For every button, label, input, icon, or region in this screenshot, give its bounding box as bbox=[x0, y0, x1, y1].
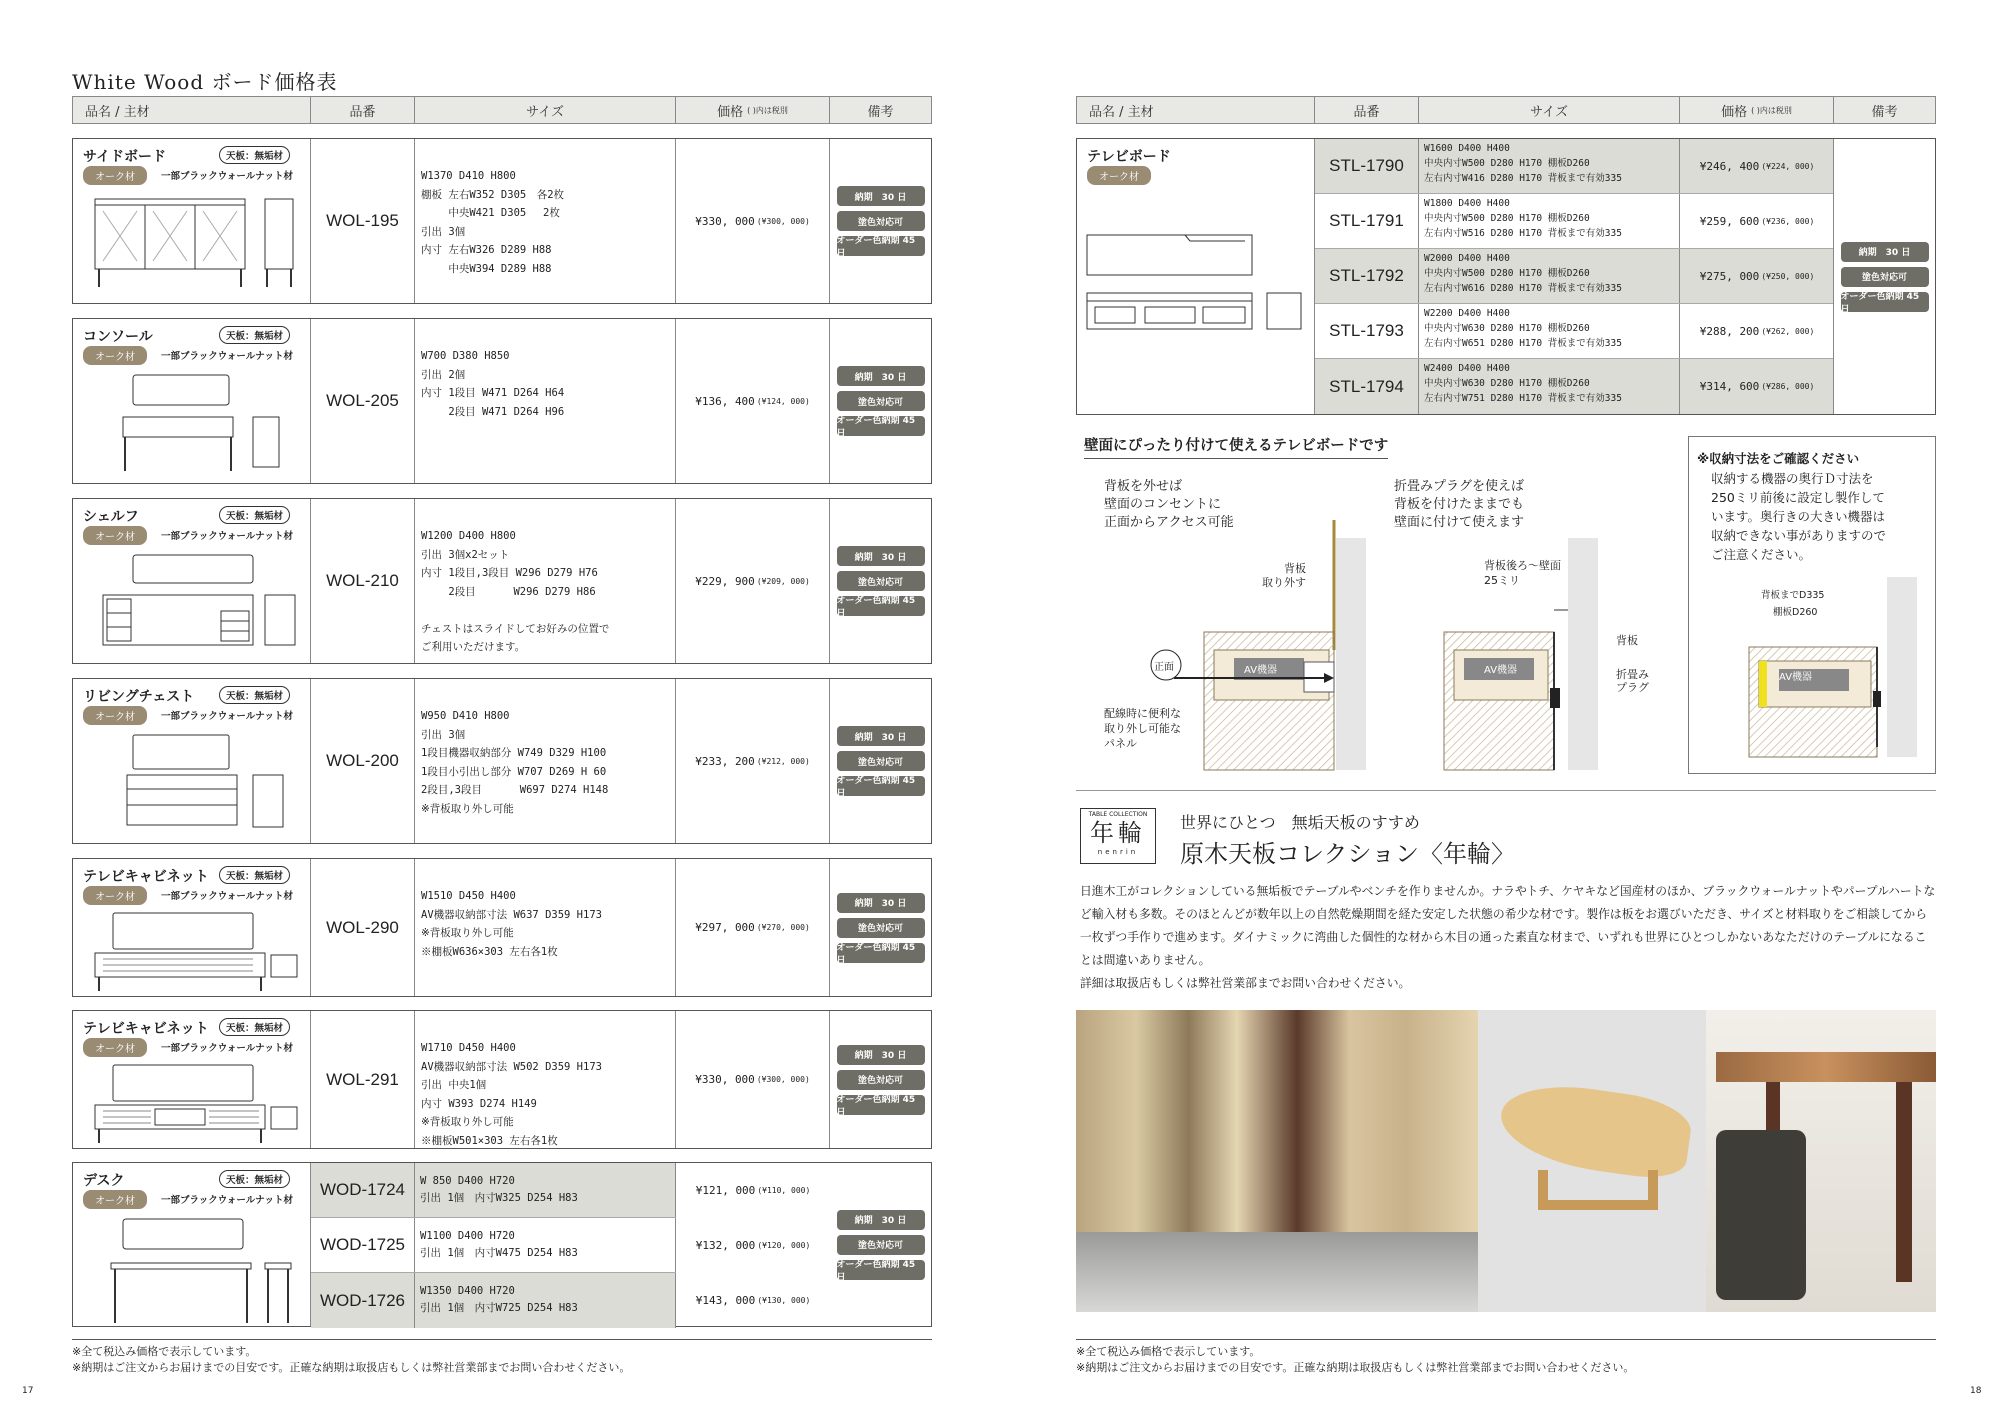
price: ¥121, 000 bbox=[695, 1183, 756, 1197]
name-cell bbox=[73, 1163, 311, 1326]
price-cell bbox=[676, 859, 830, 996]
price: ¥275, 000 bbox=[1699, 269, 1760, 283]
footnote-1: ※全て税込み価格で表示しています。 bbox=[1076, 1345, 1261, 1358]
name-cell bbox=[73, 859, 311, 996]
price-cell bbox=[676, 679, 830, 843]
table-row bbox=[72, 1010, 932, 1149]
storage-diagram bbox=[1709, 447, 1929, 767]
paint-badge: 塗色対応可 bbox=[837, 211, 925, 231]
sub-row bbox=[1315, 194, 1833, 249]
product-code: STL-1793 bbox=[1315, 304, 1419, 358]
collection-title: 原木天板コレクション〈年輪〉 bbox=[1180, 840, 1516, 868]
size-spec: W1600 D400 H400 中央内寸W500 D280 H170 棚板D260 左右内寸W416 D280 H170 背板まで有効335 bbox=[1419, 139, 1680, 193]
label-av-2: AV機器 bbox=[1484, 665, 1518, 676]
sub-row bbox=[311, 1218, 811, 1273]
product-code: WOL-291 bbox=[311, 1011, 415, 1148]
price-ex-tax: (¥250, 000) bbox=[1761, 271, 1815, 281]
tenban-badge: 天板：無垢材 bbox=[219, 686, 290, 704]
name-cell bbox=[73, 319, 311, 483]
name-cell bbox=[73, 499, 311, 663]
photo-dining-table bbox=[1706, 1010, 1936, 1312]
oak-badge: オーク材 bbox=[83, 886, 147, 905]
walnut-label: 一部ブラックウォールナット材 bbox=[161, 351, 294, 362]
label-d335: 背板までD335 bbox=[1761, 590, 1825, 601]
delivery-badge: 納期 30 日 bbox=[837, 893, 925, 913]
table-row bbox=[72, 318, 932, 484]
product-code: STL-1792 bbox=[1315, 249, 1419, 303]
tenban-badge: 天板：無垢材 bbox=[219, 146, 290, 164]
order-color-badge: オーダー色納期 45 日 bbox=[837, 776, 925, 796]
price-cell bbox=[676, 139, 830, 303]
name-cell bbox=[73, 679, 311, 843]
label-plug: 折畳み プラグ bbox=[1616, 668, 1649, 694]
logo-sub: nenrin bbox=[1097, 848, 1139, 856]
size-spec: W 850 D400 H720 引出 1個 内寸W325 D254 H83 bbox=[415, 1163, 676, 1217]
product-code: WOL-205 bbox=[311, 319, 415, 483]
price-cell bbox=[676, 319, 830, 483]
size-spec: W1510 D450 H400 AV機器収納部寸法 W637 D359 H173 ※背板取り外し可能 ※棚板W636×303 左右各1枚 bbox=[415, 859, 676, 996]
price: ¥297, 000 bbox=[695, 921, 755, 934]
sub-row bbox=[1315, 304, 1833, 359]
product-name: リビングチェスト bbox=[83, 689, 195, 705]
name-cell bbox=[73, 1011, 311, 1148]
label-gap: 背板後ろ～壁面 25ミリ bbox=[1484, 559, 1561, 587]
sub-row bbox=[311, 1163, 811, 1218]
desk-sub-rows bbox=[311, 1163, 811, 1326]
price-ex-tax: (¥120, 000) bbox=[757, 1240, 811, 1250]
order-color-badge: オーダー色納期 45 日 bbox=[837, 1260, 925, 1280]
footnotes-right bbox=[1076, 1344, 1634, 1376]
table-row bbox=[72, 138, 932, 304]
price-ex-tax: (¥110, 000) bbox=[757, 1185, 811, 1195]
divider-right bbox=[1076, 1339, 1936, 1340]
storage-note-title: ※収納寸法をご確認ください bbox=[1697, 451, 1860, 466]
price-ex-tax: (¥124, 000) bbox=[756, 396, 810, 406]
order-color-badge: オーダー色納期 45 日 bbox=[837, 943, 925, 963]
delivery-badge: 納期 30 日 bbox=[837, 186, 925, 206]
col-remarks-header: 備考 bbox=[867, 104, 894, 120]
walnut-label: 一部ブラックウォールナット材 bbox=[161, 171, 294, 182]
storage-note-text: 収納する機器の奥行Ｄ寸法を 250ミリ前後に設定し製作して います。奥行きの大きい機器は 収納できない事がありますので ご注意ください。 bbox=[1711, 471, 1887, 562]
walnut-label: 一部ブラックウォールナット材 bbox=[161, 1195, 294, 1206]
size-spec: W2400 D400 H400 中央内寸W630 D280 H170 棚板D260 左右内寸W751 D280 H170 背板まで有効335 bbox=[1419, 359, 1680, 414]
price-cell bbox=[676, 1163, 830, 1217]
col-code-header: 品番 bbox=[311, 97, 415, 123]
table-row bbox=[72, 858, 932, 997]
diagram-heading: 壁面にぴったり付けて使えるテレビボードです bbox=[1084, 434, 1388, 459]
paint-badge: 塗色対応可 bbox=[837, 571, 925, 591]
remarks-cell bbox=[1834, 139, 1935, 414]
paint-badge: 塗色対応可 bbox=[837, 918, 925, 938]
price-ex-tax: (¥300, 000) bbox=[756, 1075, 810, 1084]
product-name: サイドボード bbox=[83, 149, 167, 165]
oak-badge: オーク材 bbox=[83, 346, 147, 365]
sub-row bbox=[1315, 139, 1833, 194]
page-title: White Wood ボード価格表 bbox=[72, 70, 338, 94]
price: ¥314, 600 bbox=[1699, 380, 1760, 393]
paint-badge: 塗色対応可 bbox=[837, 1070, 925, 1090]
price-ex-tax: (¥212, 000) bbox=[756, 756, 810, 766]
product-name: デスク bbox=[83, 1173, 125, 1189]
photo-curved-table bbox=[1478, 1010, 1706, 1312]
walnut-label: 一部ブラックウォールナット材 bbox=[161, 1043, 294, 1054]
price-cell bbox=[676, 1218, 830, 1272]
price-cell bbox=[676, 499, 830, 663]
delivery-badge: 納期 30 日 bbox=[837, 1045, 925, 1065]
nenrin-logo bbox=[1080, 808, 1156, 864]
tenban-badge: 天板：無垢材 bbox=[219, 866, 290, 884]
oak-badge: オーク材 bbox=[83, 1038, 147, 1057]
paint-badge: 塗色対応可 bbox=[1841, 267, 1929, 287]
label-backboard: 背板 bbox=[1616, 634, 1638, 647]
product-name: シェルフ bbox=[83, 509, 139, 525]
size-spec: W2200 D400 H400 中央内寸W630 D280 H170 棚板D260 左右内寸W651 D280 H170 背板まで有効335 bbox=[1419, 304, 1680, 358]
tenban-badge: 天板：無垢材 bbox=[219, 1018, 290, 1036]
walnut-label: 一部ブラックウォールナット材 bbox=[161, 711, 294, 722]
remarks-cell bbox=[830, 859, 931, 996]
size-spec: W1350 D400 H720 引出 1個 内寸W725 D254 H83 bbox=[415, 1273, 676, 1328]
order-color-badge: オーダー色納期 45 日 bbox=[837, 1095, 925, 1115]
name-cell bbox=[1077, 139, 1315, 414]
product-illustration bbox=[93, 551, 303, 651]
product-code: WOL-210 bbox=[311, 499, 415, 663]
price-cell bbox=[676, 1011, 830, 1148]
delivery-badge: 納期 30 日 bbox=[837, 1210, 925, 1230]
order-color-badge: オーダー色納期 45 日 bbox=[837, 596, 925, 616]
product-illustration bbox=[93, 191, 303, 291]
price: ¥132, 000 bbox=[695, 1238, 756, 1252]
col-price-header bbox=[676, 97, 830, 123]
tenban-badge: 天板：無垢材 bbox=[219, 506, 290, 524]
size-spec: W950 D410 H800 引出 3個 1段目機器収納部分 W749 D329 H100 1段目小引出し部分 W707 D269 H 60 2段目,3段目 W697 D274 H148 ※背板取り外し可能 bbox=[415, 679, 676, 843]
price-ex-tax: (¥130, 000) bbox=[757, 1296, 811, 1305]
product-code: STL-1790 bbox=[1315, 139, 1419, 193]
walnut-label: 一部ブラックウォールナット材 bbox=[161, 891, 294, 902]
caption-2: 折畳みプラグを使えば 背板を付けたままでも 壁面に付けて使えます bbox=[1394, 479, 1525, 530]
logo-tag: TABLE COLLECTION bbox=[1088, 811, 1148, 818]
price: ¥246, 400 bbox=[1699, 159, 1760, 173]
oak-badge: オーク材 bbox=[1087, 166, 1151, 185]
tenban-badge: 天板：無垢材 bbox=[219, 326, 290, 344]
price: ¥330, 000 bbox=[695, 214, 755, 228]
price: ¥143, 000 bbox=[695, 1294, 756, 1307]
price: ¥330, 000 bbox=[695, 1073, 755, 1086]
tvboard-illustration bbox=[1085, 231, 1310, 341]
price-header-note: ( )内は税別 bbox=[747, 105, 788, 115]
remarks-cell bbox=[830, 319, 931, 483]
oak-badge: オーク材 bbox=[83, 706, 147, 725]
paint-badge: 塗色対応可 bbox=[837, 751, 925, 771]
product-name: テレビキャビネット bbox=[83, 869, 209, 885]
col-size-header: サイズ bbox=[1419, 97, 1680, 123]
size-spec: W1800 D400 H400 中央内寸W500 D280 H170 棚板D260 左右内寸W516 D280 H170 背板まで有効335 bbox=[1419, 194, 1680, 248]
price-cell bbox=[1680, 139, 1834, 193]
sub-row bbox=[1315, 249, 1833, 304]
tv-sub-rows bbox=[1315, 139, 1834, 414]
table-header-left bbox=[72, 96, 932, 124]
collection-body: 日進木工がコレクションしている無垢板でテーブルやベンチを作りませんか。ナラやトチ、ケヤキなど国産材のほか、ブラックウォールナットやパープルハートなど輸入材も多数。そのほとんどが数年以上の自然乾燥期間を経た安定した状態の希少な材です。製作は板をお選びいただき、サイズと材料取りをご相談してから一枚ずつ手作りで進めます。ダイナミックに湾曲した個性的な材から木目の通った素直な材まで、いずれも世界にひとつしかないあなただけのテーブルになることは間違いありません。 詳細は取扱店もしくは弊社営業部までお問い合わせください。 bbox=[1080, 884, 1936, 990]
order-color-badge: オーダー色納期 45 日 bbox=[837, 236, 925, 256]
product-illustration bbox=[93, 911, 303, 991]
table-row-desk bbox=[72, 1162, 932, 1327]
col-name-header: 品名 / 主材 bbox=[73, 97, 311, 123]
tenban-badge: 天板：無垢材 bbox=[219, 1170, 290, 1188]
price: ¥288, 200 bbox=[1699, 324, 1760, 338]
price-cell bbox=[1680, 304, 1834, 358]
walnut-label: 一部ブラックウォールナット材 bbox=[161, 531, 294, 542]
product-code: WOD-1724 bbox=[311, 1163, 415, 1217]
price-ex-tax: (¥300, 000) bbox=[756, 216, 810, 226]
price: ¥259, 600 bbox=[1699, 214, 1760, 228]
remarks-cell bbox=[830, 1163, 931, 1326]
remarks-cell bbox=[830, 499, 931, 663]
delivery-badge: 納期 30 日 bbox=[837, 546, 925, 566]
page-number-left: 17 bbox=[22, 1386, 34, 1396]
label-panel: 配線時に便利な 取り外し可能な パネル bbox=[1104, 707, 1181, 750]
collection-subtitle: 世界にひとつ 無垢天板のすすめ bbox=[1180, 813, 1420, 832]
price-ex-tax: (¥236, 000) bbox=[1761, 216, 1815, 226]
oak-badge: オーク材 bbox=[83, 166, 147, 185]
label-front: 正面 bbox=[1154, 662, 1174, 673]
page-number-right: 18 bbox=[1970, 1386, 1982, 1396]
remarks-cell bbox=[830, 1011, 931, 1148]
price-cell bbox=[676, 1273, 830, 1328]
product-code: WOL-290 bbox=[311, 859, 415, 996]
price-ex-tax: (¥209, 000) bbox=[756, 576, 810, 586]
footnote-2: ※納期はご注文からお届けまでの目安です。正確な納期は取扱店もしくは弊社営業部までお問い合わせください。 bbox=[72, 1361, 631, 1374]
product-code: STL-1791 bbox=[1315, 194, 1419, 248]
divider-left bbox=[72, 1339, 932, 1340]
footnote-1: ※全て税込み価格で表示しています。 bbox=[72, 1345, 257, 1358]
price-header-label: 価格 bbox=[1721, 104, 1748, 120]
price-cell bbox=[1680, 194, 1834, 248]
table-row bbox=[72, 678, 932, 844]
price-ex-tax: (¥224, 000) bbox=[1761, 161, 1815, 171]
price: ¥229, 900 bbox=[695, 574, 755, 588]
product-code: WOL-200 bbox=[311, 679, 415, 843]
divider-collection bbox=[1076, 790, 1936, 791]
product-code: STL-1794 bbox=[1315, 359, 1419, 414]
caption-1: 背板を外せば 壁面のコンセントに 正面からアクセス可能 bbox=[1104, 479, 1234, 530]
label-av-3: AV機器 bbox=[1779, 672, 1813, 683]
product-code: WOD-1726 bbox=[311, 1273, 415, 1328]
price: ¥136, 400 bbox=[695, 394, 755, 408]
size-spec: W1200 D400 H800 引出 3個x2セット 内寸 1段目,3段目 W296 D279 H76 2段目 W296 D279 H86 チェストはスライドしてお好みの位置で ご利用いただけます。 bbox=[415, 499, 676, 663]
oak-badge: オーク材 bbox=[83, 1190, 147, 1209]
paint-badge: 塗色対応可 bbox=[837, 391, 925, 411]
order-color-badge: オーダー色納期 45 日 bbox=[1841, 292, 1929, 312]
size-spec: W1100 D400 H720 引出 1個 内寸W475 D254 H83 bbox=[415, 1218, 676, 1272]
storage-note-box bbox=[1688, 436, 1936, 774]
product-name: コンソール bbox=[83, 329, 153, 345]
price-cell bbox=[1680, 249, 1834, 303]
order-color-badge: オーダー色納期 45 日 bbox=[837, 416, 925, 436]
size-spec: W700 D380 H850 引出 2個 内寸 1段目 W471 D264 H64 2段目 W471 D264 H96 bbox=[415, 319, 676, 483]
price-ex-tax: (¥270, 000) bbox=[756, 923, 810, 932]
size-spec: W1710 D450 H400 AV機器収納部寸法 W502 D359 H173 引出 中央1個 内寸 W393 D274 H149 ※背板取り外し可能 ※棚板W501×303 左右各1枚 bbox=[415, 1011, 676, 1148]
col-price-header bbox=[1680, 97, 1834, 123]
product-illustration bbox=[93, 1063, 303, 1143]
logo-text: 年輪 bbox=[1090, 819, 1146, 847]
size-spec: W1370 D410 H800 棚板 左右W352 D305 各2枚 中央W421 D305 2枚 引出 3個 内寸 左右W326 D289 H88 中央W394 D289 H88 bbox=[415, 139, 676, 303]
delivery-badge: 納期 30 日 bbox=[837, 726, 925, 746]
remarks-cell bbox=[830, 139, 931, 303]
price-header-note: ( )内は税別 bbox=[1751, 105, 1792, 115]
label-av-1: AV機器 bbox=[1244, 665, 1278, 676]
product-illustration bbox=[93, 731, 303, 831]
col-remarks-header: 備考 bbox=[1871, 104, 1898, 120]
sub-row bbox=[311, 1273, 811, 1328]
table-row-tvboard bbox=[1076, 138, 1936, 415]
sub-row bbox=[1315, 359, 1833, 414]
price-ex-tax: (¥286, 000) bbox=[1761, 382, 1815, 391]
paint-badge: 塗色対応可 bbox=[837, 1235, 925, 1255]
delivery-badge: 納期 30 日 bbox=[837, 366, 925, 386]
product-illustration bbox=[93, 371, 303, 471]
footnote-2: ※納期はご注文からお届けまでの目安です。正確な納期は取扱店もしくは弊社営業部までお問い合わせください。 bbox=[1076, 1361, 1635, 1374]
oak-badge: オーク材 bbox=[83, 526, 147, 545]
col-size-header: サイズ bbox=[415, 97, 676, 123]
col-code-header: 品番 bbox=[1315, 97, 1419, 123]
product-name: テレビキャビネット bbox=[83, 1021, 209, 1037]
price-cell bbox=[1680, 359, 1834, 414]
name-cell bbox=[73, 139, 311, 303]
label-backboard-remove: 背板 取り外す bbox=[1262, 562, 1306, 589]
photo-lumber-yard bbox=[1076, 1010, 1478, 1312]
product-code: WOD-1725 bbox=[311, 1218, 415, 1272]
price-header-label: 価格 bbox=[717, 104, 744, 120]
footnotes-left bbox=[72, 1344, 630, 1376]
table-row bbox=[72, 498, 932, 664]
remarks-cell bbox=[830, 679, 931, 843]
size-spec: W2000 D400 H400 中央内寸W500 D280 H170 棚板D260 左右内寸W616 D280 H170 背板まで有効335 bbox=[1419, 249, 1680, 303]
price: ¥233, 200 bbox=[695, 754, 755, 768]
table-header-right bbox=[1076, 96, 1936, 124]
label-d260: 棚板D260 bbox=[1773, 607, 1818, 618]
product-code: WOL-195 bbox=[311, 139, 415, 303]
product-name: テレビボード bbox=[1087, 149, 1171, 165]
delivery-badge: 納期 30 日 bbox=[1841, 242, 1929, 262]
desk-illustration bbox=[93, 1215, 293, 1325]
price-ex-tax: (¥262, 000) bbox=[1761, 326, 1815, 336]
col-name-header: 品名 / 主材 bbox=[1077, 97, 1315, 123]
